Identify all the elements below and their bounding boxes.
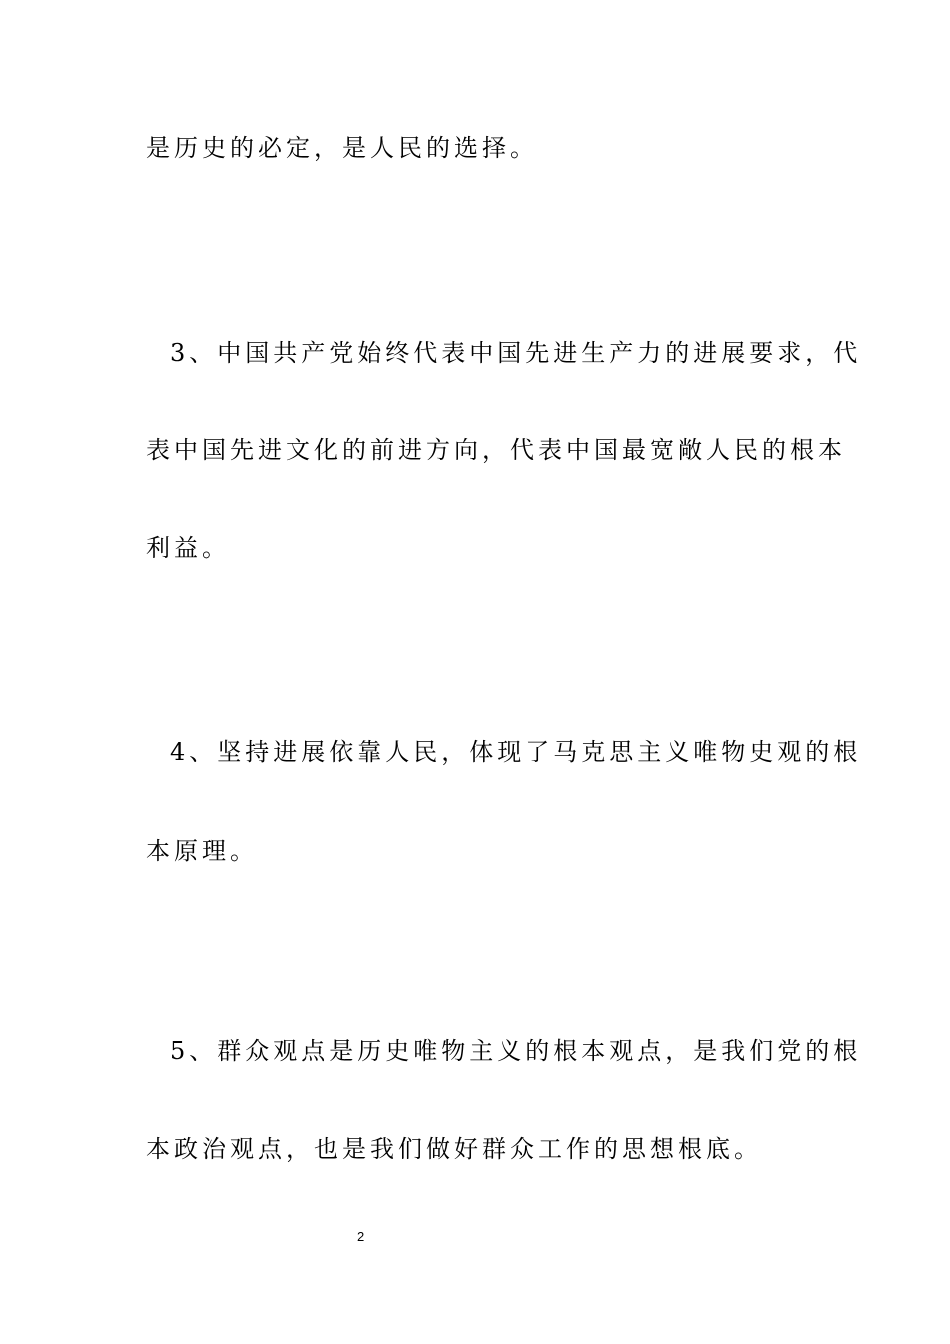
paragraph-4-line-2: 本政治观点，也是我们做好群众工作的思想根底。	[146, 1135, 762, 1163]
paragraph-2-line-1: 3、中国共产党始终代表中国先进生产力的进展要求，代	[170, 339, 862, 367]
paragraph-3-line-1: 4、坚持进展依靠人民，体现了马克思主义唯物史观的根	[170, 738, 862, 766]
page-number: 2	[357, 1229, 365, 1244]
paragraph-3-line-2: 本原理。	[146, 837, 258, 865]
paragraph-1-line-1: 是历史的必定，是人民的选择。	[146, 134, 538, 162]
paragraph-2-line-3: 利益。	[146, 534, 230, 562]
paragraph-2-line-2: 表中国先进文化的前进方向，代表中国最宽敞人民的根本	[146, 436, 846, 464]
paragraph-4-line-1: 5、群众观点是历史唯物主义的根本观点，是我们党的根	[170, 1037, 862, 1065]
